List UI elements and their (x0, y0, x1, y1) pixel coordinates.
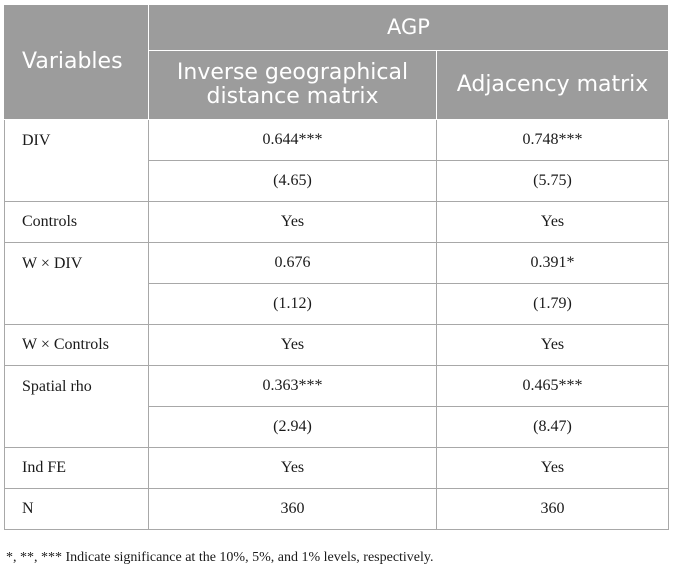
cell: 360 (437, 489, 669, 530)
agp-header: AGP (149, 5, 669, 51)
cell: (1.79) (437, 284, 669, 325)
cell: 0.676 (149, 243, 437, 284)
cell: (4.65) (149, 161, 437, 202)
table-row (5, 202, 669, 243)
results-table (4, 4, 669, 530)
table-row (5, 243, 669, 284)
cell: Yes (437, 202, 669, 243)
variables-header: Variables (5, 5, 149, 120)
cell: 0.465*** (437, 366, 669, 407)
cell: 0.748*** (437, 120, 669, 161)
cell: (1.12) (149, 284, 437, 325)
row-label: N (5, 489, 149, 530)
table-row (5, 120, 669, 161)
cell: (2.94) (149, 407, 437, 448)
cell: Yes (149, 325, 437, 366)
row-label: Controls (5, 202, 149, 243)
results-table-container (4, 4, 668, 530)
table-row (5, 448, 669, 489)
cell: Yes (437, 325, 669, 366)
cell: 360 (149, 489, 437, 530)
cell: Yes (437, 448, 669, 489)
inverse-distance-header: Inverse geographical distance matrix (149, 51, 437, 120)
table-row (5, 325, 669, 366)
cell: (5.75) (437, 161, 669, 202)
table-row (5, 489, 669, 530)
cell: 0.644*** (149, 120, 437, 161)
cell: 0.363*** (149, 366, 437, 407)
adjacency-header: Adjacency matrix (437, 51, 669, 120)
row-label: W × Controls (5, 325, 149, 366)
cell: Yes (149, 448, 437, 489)
header-row-group (5, 5, 669, 51)
row-label: Ind FE (5, 448, 149, 489)
row-label: DIV (5, 120, 149, 202)
cell: 0.391* (437, 243, 669, 284)
row-label: W × DIV (5, 243, 149, 325)
cell: Yes (149, 202, 437, 243)
row-label: Spatial rho (5, 366, 149, 448)
table-footnote: *, **, *** Indicate significance at the 10%, 5%, and 1% levels, respectively. (6, 550, 434, 565)
table-row (5, 366, 669, 407)
cell: (8.47) (437, 407, 669, 448)
